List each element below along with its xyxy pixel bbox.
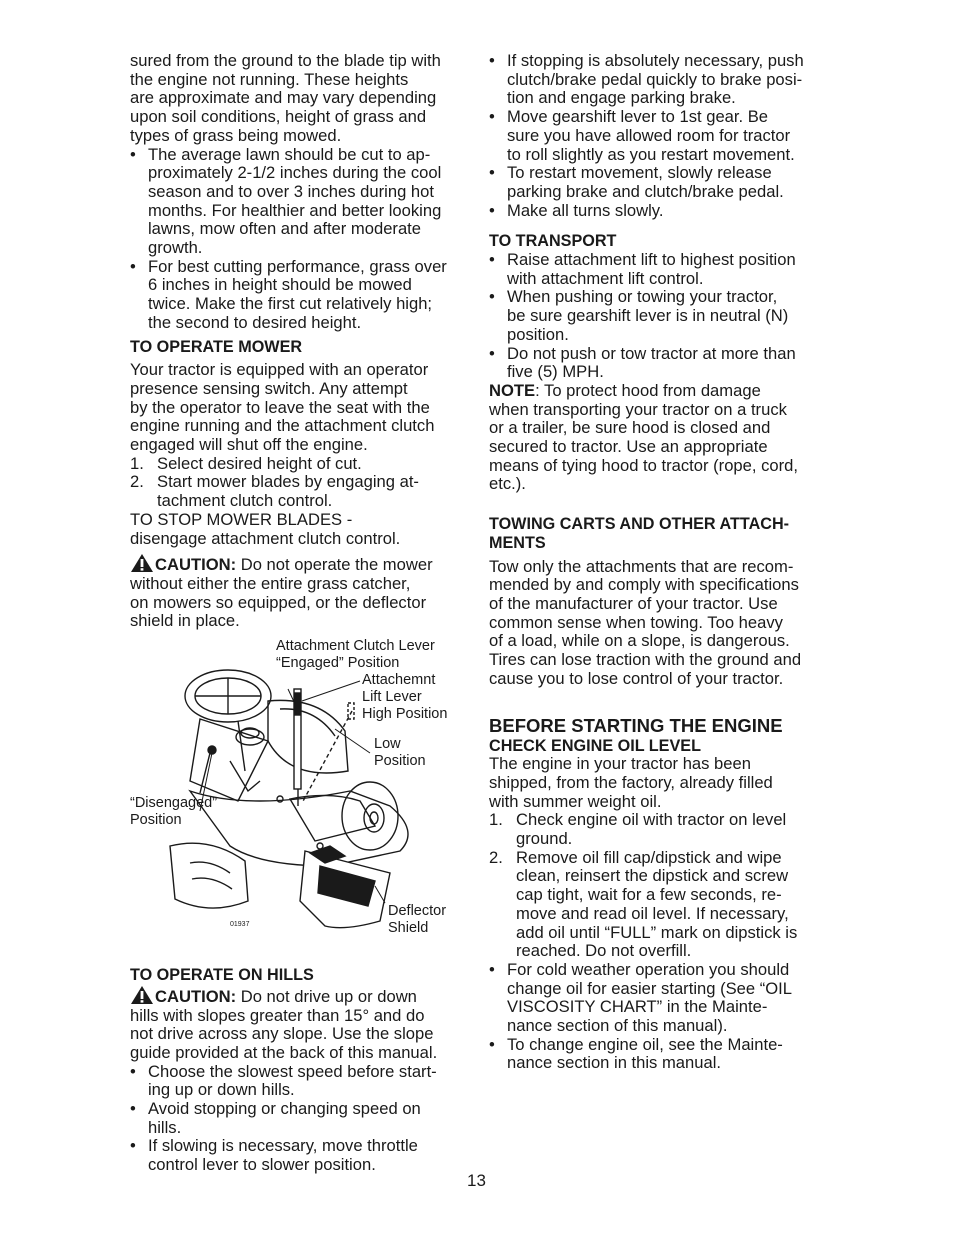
body-line: disengage attachment clutch control. bbox=[130, 528, 401, 548]
body-line: cause you to lose control of your tractor. bbox=[489, 668, 784, 688]
page-number: 13 bbox=[467, 1171, 486, 1190]
step-line: reached. Do not overfill. bbox=[516, 941, 692, 961]
list-item-line: the second to desired height. bbox=[148, 312, 362, 332]
caution-text-line: guide provided at the back of this manual. bbox=[130, 1042, 438, 1062]
list-item-line: season and to over 3 inches during hot bbox=[148, 181, 434, 201]
transport-heading: TO TRANSPORT bbox=[489, 232, 617, 251]
list-item-line: • The average lawn should be cut to ap- bbox=[148, 144, 431, 164]
intro-line: are approximate and may vary depending bbox=[130, 88, 437, 108]
list-item-line: proximately 2-1/2 inches during the cool bbox=[148, 163, 442, 183]
list-item bbox=[489, 288, 834, 344]
list-item-line: control lever to slower position. bbox=[148, 1155, 376, 1175]
mower-heading: TO OPERATE MOWER bbox=[130, 337, 303, 356]
list-item-line: be sure gearshift lever is in neutral (N) bbox=[507, 306, 789, 326]
caution-label: CAUTION: bbox=[155, 555, 237, 575]
towing-heading: TOWING CARTS AND OTHER ATTACH- MENTS bbox=[489, 515, 790, 552]
stop-blades-text bbox=[130, 511, 475, 548]
note-text-first: : To protect hood from damage bbox=[535, 380, 761, 400]
warning-icon bbox=[130, 985, 154, 1005]
list-item bbox=[130, 1137, 475, 1174]
step-number: 1. bbox=[489, 810, 503, 830]
body-line: common sense when towing. Too heavy bbox=[489, 612, 783, 632]
caution-text-line: shield in place. bbox=[130, 611, 240, 631]
note-text-line: means of tying hood to tractor (rope, cord, bbox=[489, 455, 798, 475]
engine-heading: BEFORE STARTING THE ENGINE bbox=[489, 714, 783, 736]
list-item-line: • For cold weather operation you should bbox=[507, 959, 790, 979]
engine-body bbox=[489, 755, 834, 811]
intro-paragraph bbox=[130, 52, 475, 146]
label-deflector-shield: Deflector Shield bbox=[388, 903, 447, 937]
stopping-bullets bbox=[489, 52, 834, 220]
intro-line: the engine not running. These heights bbox=[130, 69, 409, 89]
list-item-line: • Choose the slowest speed before start- bbox=[148, 1061, 437, 1081]
step-line: tachment clutch control. bbox=[157, 491, 333, 511]
list-item bbox=[489, 202, 834, 221]
caution-text-first: Do not drive up or down bbox=[236, 986, 417, 1006]
transport-bullets bbox=[489, 251, 834, 382]
list-item-line: • Move gearshift lever to 1st gear. Be bbox=[507, 107, 769, 127]
list-item-line: with attachment lift control. bbox=[507, 268, 704, 288]
body-line: of the manufacturer of your tractor. Use bbox=[489, 593, 778, 613]
mower-body bbox=[130, 361, 475, 455]
list-item bbox=[489, 108, 834, 164]
body-line: Tow only the attachments that are recom- bbox=[489, 556, 794, 576]
mower-steps bbox=[130, 455, 475, 511]
list-item-line: • If slowing is necessary, move throttle bbox=[148, 1136, 418, 1156]
label-lift-lever-high: Attachemnt Lift Lever High Position bbox=[362, 672, 448, 723]
step-number: 2. bbox=[130, 472, 144, 492]
transport-note bbox=[489, 382, 834, 494]
list-item-line: months. For healthier and better looking bbox=[148, 200, 442, 220]
numbered-step bbox=[130, 455, 475, 474]
list-item-line: • For best cutting performance, grass over bbox=[148, 256, 447, 276]
note-text-line: secured to tractor. Use an appropriate bbox=[489, 437, 768, 457]
label-attachment-clutch: Attachment Clutch Lever “Engaged” Position bbox=[276, 638, 435, 672]
body-line: The engine in your tractor has been bbox=[489, 754, 751, 774]
numbered-step bbox=[489, 849, 834, 961]
hills-bullets bbox=[130, 1063, 475, 1175]
list-item bbox=[489, 1036, 834, 1073]
label-low-position: Low Position bbox=[374, 736, 426, 770]
body-line: shipped, from the factory, already filled bbox=[489, 772, 773, 792]
left-column bbox=[130, 52, 475, 1175]
list-item-line: VISCOSITY CHART” in the Mainte- bbox=[507, 997, 768, 1017]
list-item-line: lawns, mow often and after moderate bbox=[148, 219, 422, 239]
numbered-step bbox=[130, 473, 475, 510]
list-item-line: • Avoid stopping or changing speed on bbox=[148, 1099, 421, 1119]
body-line: Your tractor is equipped with an operator bbox=[130, 360, 429, 380]
list-item bbox=[130, 146, 475, 258]
warning-icon bbox=[130, 553, 154, 573]
note-text-line: or a trailer, be sure hood is closed and bbox=[489, 418, 771, 438]
step-number: 1. bbox=[130, 453, 144, 473]
list-item-line: • When pushing or towing your tractor, bbox=[507, 287, 778, 307]
body-line: Tires can lose traction with the ground and bbox=[489, 650, 802, 670]
list-item-line: nance section of this manual). bbox=[507, 1016, 728, 1036]
step-line: Remove oil fill cap/dipstick and wipe bbox=[516, 847, 782, 867]
list-item-line: growth. bbox=[148, 238, 203, 258]
list-item-line: parking brake and clutch/brake pedal. bbox=[507, 181, 784, 201]
step-line: cap tight, wait for a few seconds, re- bbox=[516, 885, 782, 905]
step-line: Start mower blades by engaging at- bbox=[157, 472, 419, 492]
list-item-line: • If stopping is absolutely necessary, push bbox=[507, 51, 804, 70]
label-disengaged-position: “Disengaged” Position bbox=[130, 795, 218, 829]
body-line: mended by and comply with specifications bbox=[489, 575, 799, 595]
list-item-line: to roll slightly as you restart movement. bbox=[507, 144, 795, 164]
right-column bbox=[489, 52, 834, 1073]
list-item-line: • Raise attachment lift to highest position bbox=[507, 250, 796, 270]
list-item-line: • Make all turns slowly. bbox=[507, 200, 664, 220]
numbered-step bbox=[489, 811, 834, 848]
figure-code: 01937 bbox=[230, 921, 250, 929]
list-item-line: position. bbox=[507, 324, 569, 344]
step-line: move and read oil level. If necessary, bbox=[516, 903, 789, 923]
list-item-line: 6 inches in height should be mowed bbox=[148, 275, 412, 295]
body-line: of a load, while on a slope, is dangerous. bbox=[489, 631, 790, 651]
list-item bbox=[130, 258, 475, 333]
list-item-line: • To change engine oil, see the Mainte- bbox=[507, 1034, 783, 1054]
list-item-line: twice. Make the first cut relatively high; bbox=[148, 294, 433, 314]
note-text-line: etc.). bbox=[489, 474, 526, 494]
list-item-line: tion and engage parking brake. bbox=[507, 88, 736, 108]
list-item-line: clutch/brake pedal quickly to brake posi- bbox=[507, 69, 803, 89]
caution-label: CAUTION: bbox=[155, 986, 237, 1006]
caution-text-line: on mowers so equipped, or the deflector bbox=[130, 592, 427, 612]
note-label: NOTE bbox=[489, 380, 536, 400]
list-item-line: • Do not push or tow tractor at more than bbox=[507, 343, 796, 363]
body-line: engaged will shut off the engine. bbox=[130, 435, 368, 455]
caution-text-line: without either the entire grass catcher, bbox=[130, 573, 411, 593]
list-item bbox=[130, 1100, 475, 1137]
caution-text-line: not drive across any slope. Use the slope bbox=[130, 1024, 434, 1044]
step-line: ground. bbox=[516, 829, 573, 849]
caution-text-first: Do not operate the mower bbox=[236, 555, 433, 575]
list-item-line: sure you have allowed room for tractor bbox=[507, 125, 791, 145]
body-line: by the operator to leave the seat with the bbox=[130, 397, 430, 417]
list-item bbox=[489, 164, 834, 201]
tractor-controls-figure bbox=[130, 638, 475, 961]
list-item-line: five (5) MPH. bbox=[507, 362, 604, 382]
list-item-line: • To restart movement, slowly release bbox=[507, 163, 772, 183]
list-item bbox=[489, 345, 834, 382]
towing-body bbox=[489, 558, 834, 689]
list-item-line: nance section in this manual. bbox=[507, 1053, 722, 1073]
list-item bbox=[489, 251, 834, 288]
intro-line: upon soil conditions, height of grass and bbox=[130, 107, 427, 127]
body-line: with summer weight oil. bbox=[489, 791, 662, 811]
step-number: 2. bbox=[489, 847, 503, 867]
list-item bbox=[489, 52, 834, 108]
oil-bullets bbox=[489, 961, 834, 1073]
note-text-line: when transporting your tractor on a truck bbox=[489, 399, 787, 419]
caution-text-line: hills with slopes greater than 15° and do bbox=[130, 1005, 425, 1025]
step-line: clean, reinsert the dipstick and screw bbox=[516, 866, 789, 886]
list-item-line: change oil for easier starting (See “OIL bbox=[507, 978, 793, 998]
oil-steps bbox=[489, 811, 834, 961]
intro-line: types of grass being mowed. bbox=[130, 125, 342, 145]
list-item-line: hills. bbox=[148, 1117, 182, 1137]
mower-caution bbox=[130, 553, 475, 631]
list-item bbox=[130, 1063, 475, 1100]
body-line: presence sensing switch. Any attempt bbox=[130, 378, 408, 398]
oil-level-subheading: CHECK ENGINE OIL LEVEL bbox=[489, 736, 701, 755]
step-line: Select desired height of cut. bbox=[157, 453, 362, 473]
lawn-bullets bbox=[130, 146, 475, 333]
list-item-line: ing up or down hills. bbox=[148, 1080, 295, 1100]
step-line: Check engine oil with tractor on level bbox=[516, 810, 787, 830]
body-line: engine running and the attachment clutch bbox=[130, 416, 435, 436]
body-line: TO STOP MOWER BLADES - bbox=[130, 509, 353, 529]
intro-line: sured from the ground to the blade tip with bbox=[130, 51, 441, 70]
list-item bbox=[489, 961, 834, 1036]
hills-caution bbox=[130, 985, 475, 1063]
step-line: add oil until “FULL” mark on dipstick is bbox=[516, 922, 798, 942]
hills-heading: TO OPERATE ON HILLS bbox=[130, 966, 314, 985]
